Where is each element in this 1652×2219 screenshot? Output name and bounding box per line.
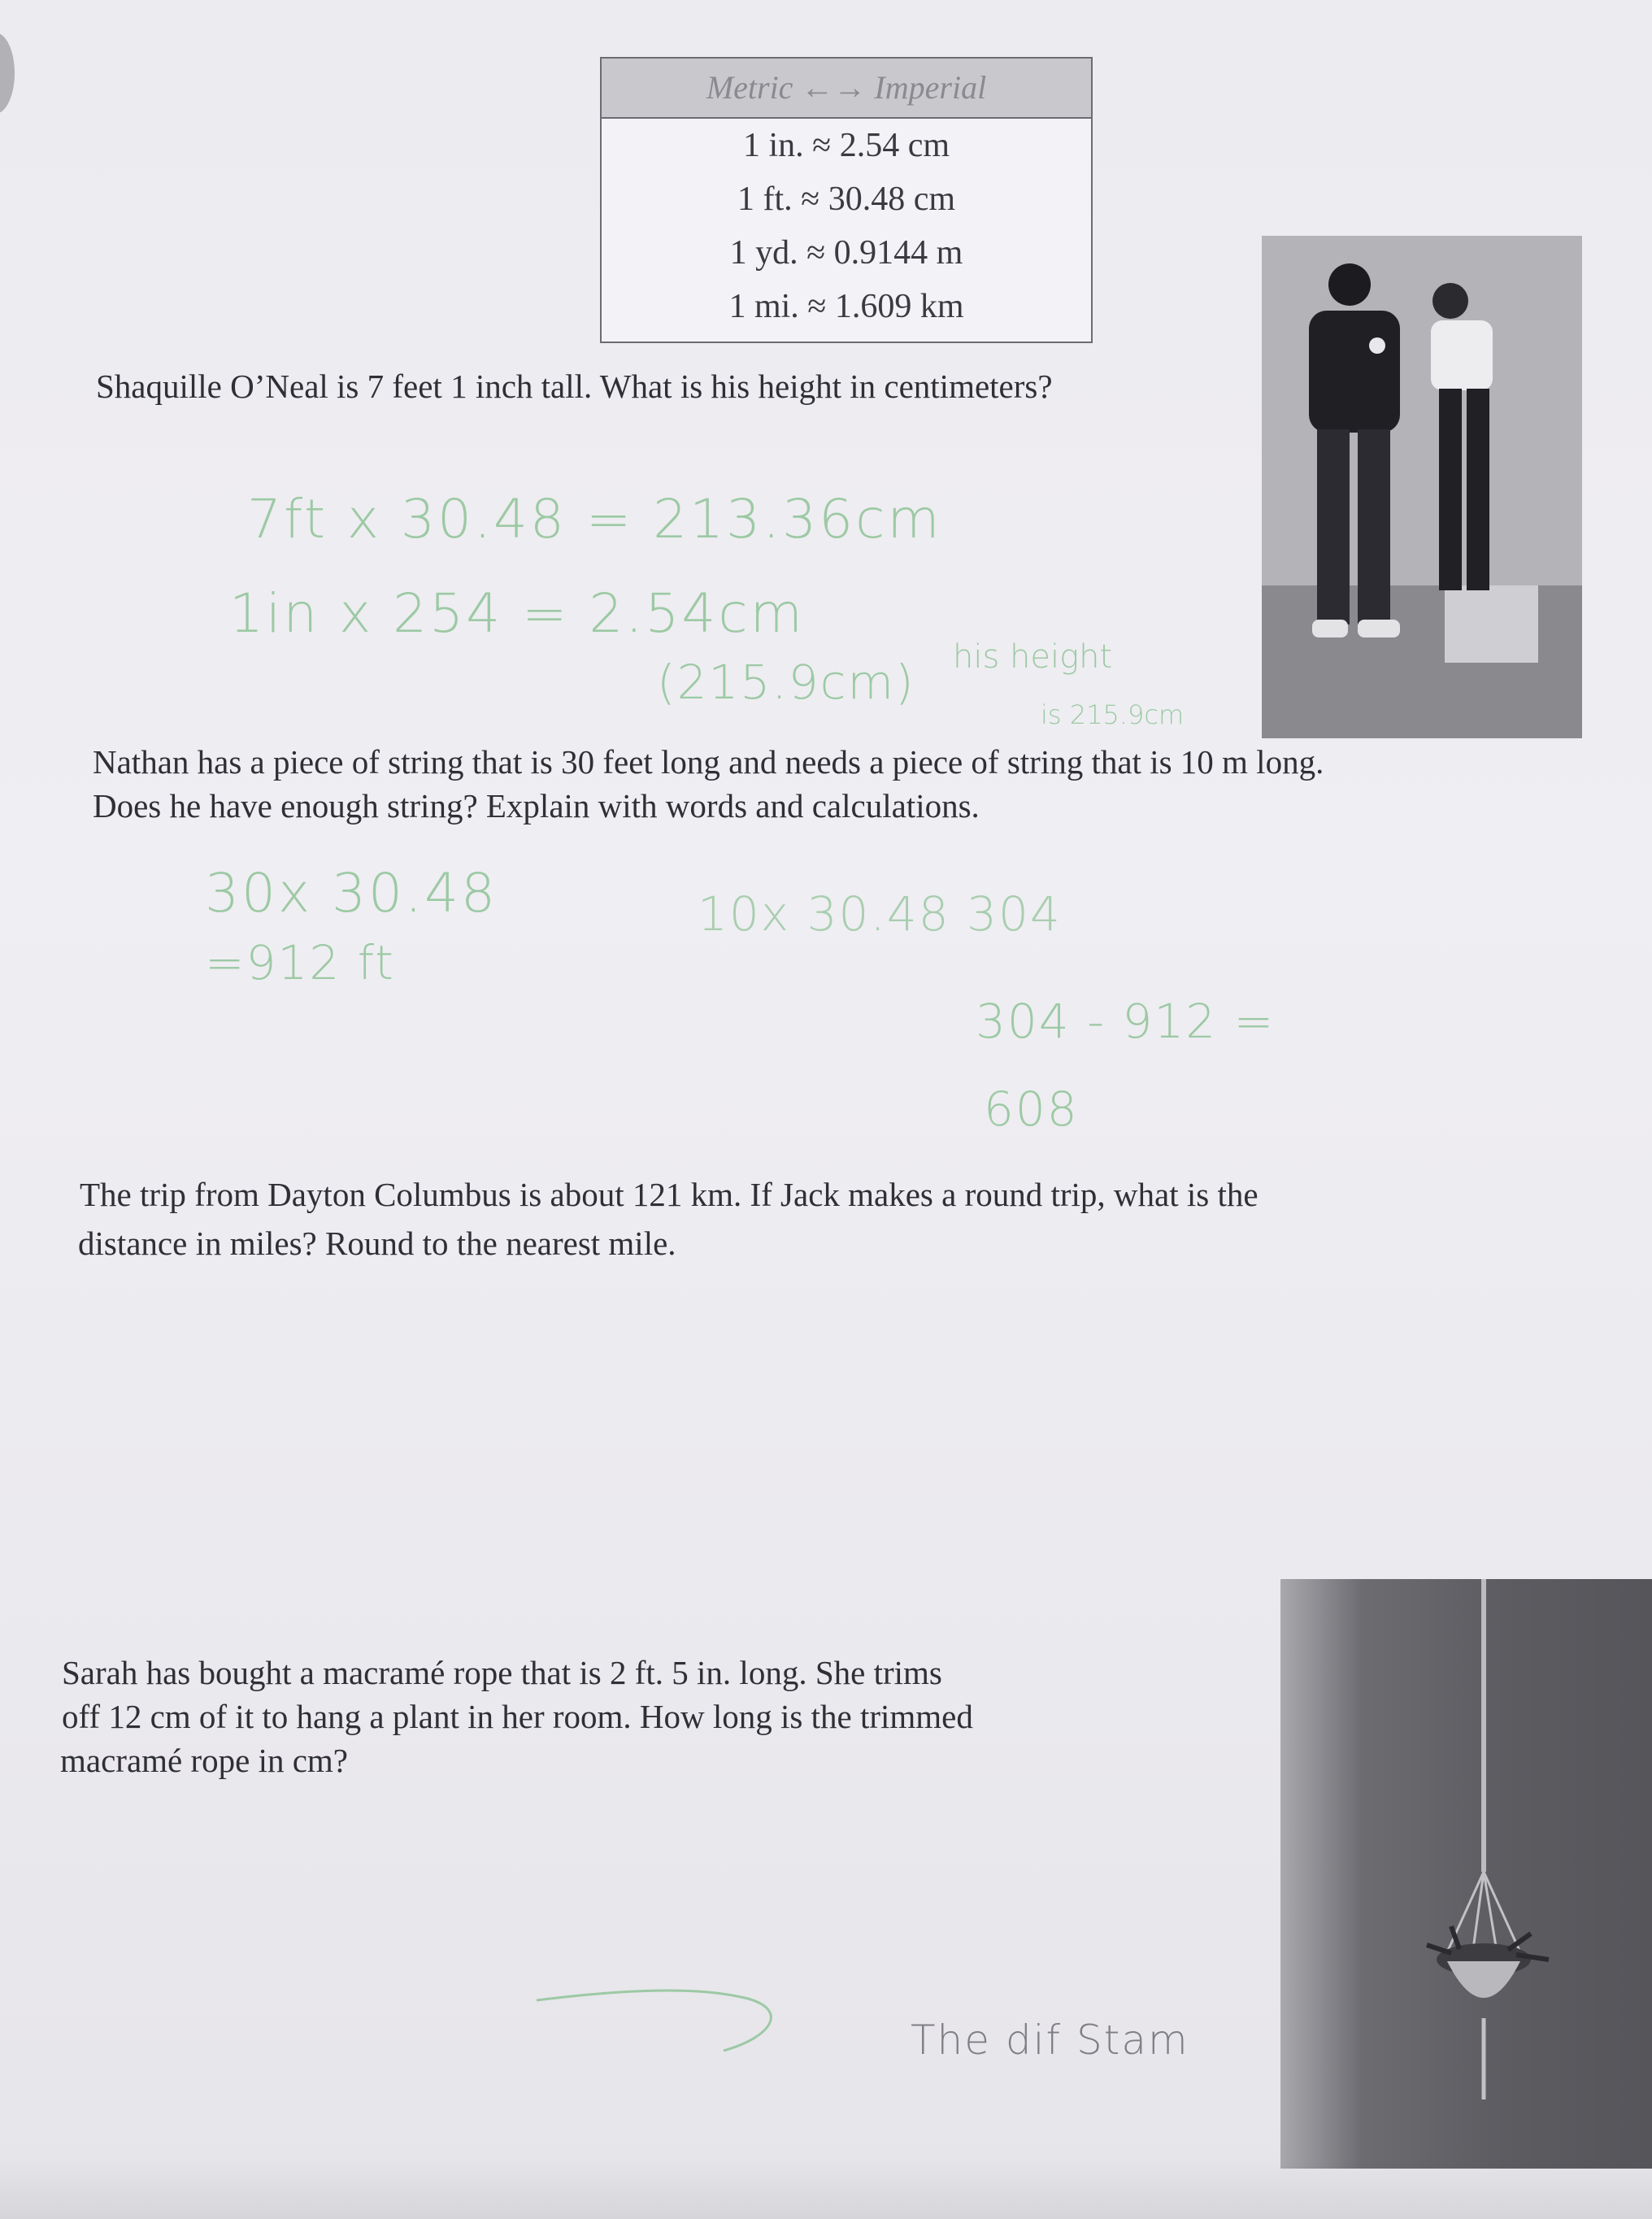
conversion-row-foot: 1 ft. ≈ 30.48 cm — [737, 181, 956, 218]
conversion-table — [600, 57, 1093, 343]
conversion-row-mile: 1 mi. ≈ 1.609 km — [728, 288, 964, 325]
question-3-line-1: The trip from Dayton Columbus is about 121 km. If Jack makes a round trip, what is the — [80, 1176, 1259, 1213]
q2-work-left-line-1: 30x 30.48 — [205, 862, 498, 925]
q2-work-right-line-1: 10x 30.48 304 — [698, 886, 1062, 942]
q1-answer-note-line-2: is 215.9cm — [1041, 699, 1185, 730]
q2-work-right-line-3: 608 — [984, 1081, 1079, 1137]
shaquille-photo-drawing — [1262, 236, 1582, 738]
macrame-plant-hanger-photo — [1280, 1579, 1652, 2169]
conversion-row-inch: 1 in. ≈ 2.54 cm — [742, 127, 950, 164]
q2-work-right-line-2: 304 - 912 = — [976, 994, 1276, 1049]
question-4-line-3: macramé rope in cm? — [60, 1742, 349, 1779]
q1-work-line-3: (215.9cm) — [657, 655, 915, 710]
shaquille-oneal-photo — [1262, 236, 1582, 738]
page-edge-shadow — [0, 33, 15, 114]
q1-work-line-2: 1in x 254 = 2.54cm — [229, 582, 805, 645]
q1-answer-note-line-1: his height — [953, 638, 1113, 676]
page-bottom-shadow — [0, 2155, 1652, 2219]
question-3-line-2: distance in miles? Round to the nearest mile. — [78, 1225, 676, 1262]
q1-work-line-1: 7ft x 30.48 = 213.36cm — [247, 488, 942, 550]
question-2-line-1: Nathan has a piece of string that is 30 feet long and needs a piece of string that is 10 m long. — [93, 743, 1324, 781]
question-4-line-2: off 12 cm of it to hang a plant in her room. How long is the trimmed — [62, 1698, 973, 1735]
question-4-line-1: Sarah has bought a macramé rope that is 2 ft. 5 in. long. She trims — [62, 1654, 942, 1691]
macrame-photo-drawing — [1280, 1579, 1652, 2169]
q4-pen-stroke — [528, 1960, 797, 2057]
question-2-line-2: Does he have enough string? Explain with words and calculations. — [93, 787, 980, 825]
conversion-row-yard: 1 yd. ≈ 0.9144 m — [729, 234, 963, 272]
conversion-table-header: Metric ←→ Imperial — [602, 59, 1091, 119]
q4-handwritten-note: The dif Stam — [911, 2017, 1189, 2064]
q2-work-left-line-2: =912 ft — [205, 935, 395, 990]
question-1: Shaquille O’Neal is 7 feet 1 inch tall. What is his height in centimeters? — [96, 368, 1053, 405]
